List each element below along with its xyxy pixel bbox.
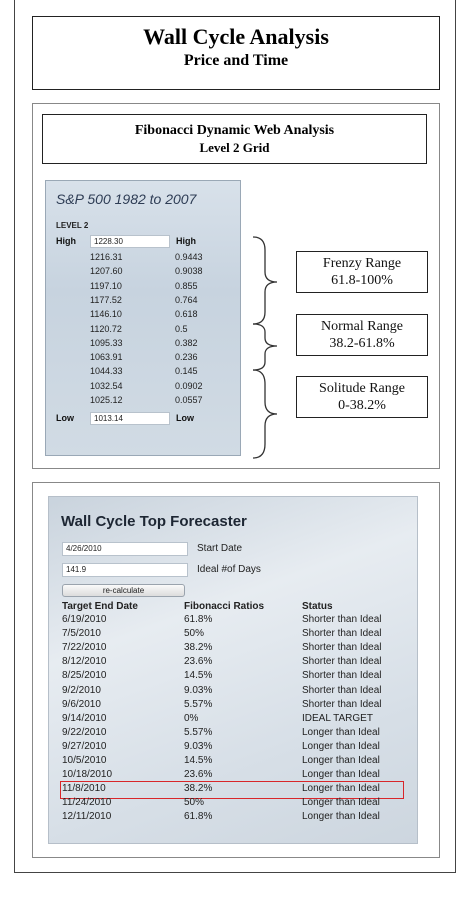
start-date-label: Start Date — [197, 543, 243, 554]
fibonacci-title: Fibonacci Dynamic Web Analysis — [134, 123, 335, 138]
fib-level-ratio: 0.9038 — [175, 266, 203, 277]
range-braces — [251, 232, 301, 462]
forecast-row — [62, 642, 402, 656]
frenzy-range-box — [296, 251, 428, 293]
forecast-row — [62, 713, 402, 727]
forecast-row — [62, 741, 402, 755]
fib-level-price: 1177.52 — [90, 294, 122, 305]
forecast-row — [62, 797, 402, 811]
fib-level-ratio: 0.382 — [175, 337, 198, 348]
forecast-date: 11/8/2010 — [62, 783, 106, 795]
forecast-status: Longer than Ideal — [302, 740, 380, 752]
fib-level-row — [90, 266, 230, 278]
fibonacci-subtitle: Level 2 Grid — [199, 140, 270, 155]
fib-level-row — [90, 338, 230, 350]
forecast-row — [62, 755, 402, 769]
forecast-row — [62, 699, 402, 713]
forecast-row — [62, 769, 402, 783]
fib-level-price: 1120.72 — [90, 323, 122, 334]
ideal-days-input[interactable]: 141.9 — [62, 563, 188, 577]
fib-level-price: 1095.33 — [90, 337, 123, 348]
page-title: Wall Cycle Analysis — [143, 24, 329, 49]
low-label: Low — [56, 413, 74, 423]
forecast-date: 11/24/2010 — [62, 797, 112, 809]
forecast-ratio: 50% — [184, 628, 205, 640]
solitude-range-name: Solitude Range — [319, 381, 405, 396]
forecast-date: 12/11/2010 — [62, 811, 112, 823]
fib-level-row — [90, 366, 230, 378]
fib-level-ratio: 0.855 — [175, 280, 198, 291]
fib-level-ratio: 0.618 — [175, 309, 198, 320]
forecast-date: 7/22/2010 — [62, 642, 107, 654]
fib-level-row — [90, 252, 230, 264]
forecast-ratio: 0% — [184, 712, 199, 724]
fibonacci-title-box — [42, 114, 427, 164]
solitude-brace — [253, 370, 277, 458]
fib-level-row — [90, 324, 230, 336]
page-subtitle: Price and Time — [183, 52, 289, 69]
forecast-status: Longer than Ideal — [302, 726, 380, 738]
forecast-status: Shorter than Ideal — [302, 670, 382, 682]
forecast-ratio: 61.8% — [184, 811, 213, 823]
normal-range-box — [296, 314, 428, 356]
forecast-date: 10/5/2010 — [62, 755, 107, 766]
fib-level-price: 1032.54 — [90, 380, 123, 391]
forecaster-panel — [48, 496, 418, 844]
fib-level-price: 1044.33 — [90, 366, 123, 377]
column-header-status: Status — [302, 601, 333, 612]
forecast-status: IDEAL TARGET — [302, 712, 373, 724]
sp500-panel — [45, 180, 241, 456]
forecast-date: 9/22/2010 — [62, 726, 107, 738]
forecaster-heading: Wall Cycle Top Forecaster — [61, 513, 247, 530]
forecast-status: Longer than Ideal — [302, 769, 380, 781]
low-right-label: Low — [176, 413, 194, 423]
forecast-status: Longer than Ideal — [302, 811, 380, 823]
fib-level-price: 1063.91 — [90, 352, 123, 363]
normal-range-name: Normal Range — [320, 319, 404, 334]
forecast-ratio: 5.57% — [184, 698, 213, 710]
forecast-status: Shorter than Ideal — [302, 628, 382, 640]
fib-level-ratio: 0.764 — [175, 294, 198, 305]
forecast-ratio: 61.8% — [184, 614, 213, 625]
forecast-row — [62, 614, 402, 628]
forecast-row — [62, 656, 402, 670]
forecast-ratio: 38.2% — [184, 783, 213, 795]
forecast-status: Shorter than Ideal — [302, 684, 382, 696]
fib-level-row — [90, 352, 230, 364]
forecast-date: 9/6/2010 — [62, 698, 101, 710]
ideal-days-label: Ideal #of Days — [197, 564, 261, 575]
column-header-ratio: Fibonacci Ratios — [184, 601, 265, 612]
forecast-date: 6/19/2010 — [62, 614, 107, 625]
forecast-status: Longer than Ideal — [302, 755, 380, 766]
forecast-date: 7/5/2010 — [62, 628, 101, 640]
normal-range-span: 38.2-61.8% — [329, 336, 395, 351]
forecast-row — [62, 685, 402, 699]
forecast-ratio: 14.5% — [184, 755, 213, 766]
start-date-input[interactable]: 4/26/2010 — [62, 542, 188, 556]
fib-level-price: 1207.60 — [90, 266, 123, 277]
forecaster-section — [32, 482, 440, 858]
normal-brace — [253, 324, 277, 370]
high-right-label: High — [176, 236, 196, 246]
forecast-date: 8/25/2010 — [62, 670, 107, 682]
forecast-row — [62, 727, 402, 741]
forecast-status: Shorter than Ideal — [302, 642, 382, 654]
forecast-row — [62, 670, 402, 684]
forecast-status: Shorter than Ideal — [302, 698, 382, 710]
level-label: LEVEL 2 — [56, 221, 89, 230]
fib-level-price: 1197.10 — [90, 280, 122, 291]
forecast-ratio: 23.6% — [184, 656, 213, 668]
forecast-ratio: 23.6% — [184, 769, 213, 781]
fibonacci-section — [32, 103, 440, 469]
fib-level-price: 1146.10 — [90, 309, 122, 320]
high-value-input[interactable]: 1228.30 — [90, 235, 170, 248]
forecast-status: Longer than Ideal — [302, 797, 380, 809]
forecast-date: 9/2/2010 — [62, 684, 101, 696]
low-value-input[interactable]: 1013.14 — [90, 412, 170, 425]
solitude-range-box — [296, 376, 428, 418]
forecast-status: Shorter than Ideal — [302, 614, 382, 625]
sp500-heading: S&P 500 1982 to 2007 — [56, 191, 197, 207]
column-header-date: Target End Date — [62, 601, 138, 612]
frenzy-range-name: Frenzy Range — [322, 256, 402, 271]
fib-level-row — [90, 381, 230, 393]
forecast-row-highlighted — [62, 783, 402, 797]
forecast-ratio: 50% — [184, 797, 205, 809]
forecast-row — [62, 628, 402, 642]
fib-level-ratio: 0.9443 — [175, 252, 203, 262]
forecast-ratio: 38.2% — [184, 642, 213, 654]
forecast-ratio: 9.03% — [184, 684, 213, 696]
title-box — [32, 16, 440, 90]
forecast-status: Shorter than Ideal — [302, 656, 382, 668]
forecast-date: 8/12/2010 — [62, 656, 107, 668]
fib-level-row — [90, 309, 230, 321]
recalculate-button[interactable]: re-calculate — [62, 584, 185, 597]
solitude-range-span: 0-38.2% — [338, 398, 386, 413]
fib-level-ratio: 0.236 — [175, 352, 198, 363]
forecast-status: Longer than Ideal — [302, 783, 380, 795]
forecast-ratio: 5.57% — [184, 726, 213, 738]
fib-level-price: 1216.31 — [90, 252, 123, 262]
fib-level-ratio: 0.145 — [175, 366, 198, 377]
fib-level-row — [90, 395, 230, 407]
high-label: High — [56, 236, 76, 246]
fib-level-row — [90, 281, 230, 293]
forecast-date: 9/27/2010 — [62, 740, 107, 752]
fib-level-row — [90, 295, 230, 307]
forecast-ratio: 9.03% — [184, 740, 213, 752]
forecast-ratio: 14.5% — [184, 670, 213, 682]
frenzy-range-span: 61.8-100% — [331, 273, 393, 288]
fib-level-price: 1025.12 — [90, 395, 123, 405]
fib-level-ratio: 0.0902 — [175, 380, 203, 391]
forecast-row — [62, 811, 402, 825]
frenzy-brace — [253, 237, 277, 324]
forecast-date: 10/18/2010 — [62, 769, 113, 781]
fib-level-ratio: 0.5 — [175, 323, 188, 334]
forecast-date: 9/14/2010 — [62, 712, 107, 724]
fib-level-ratio: 0.0557 — [175, 395, 203, 405]
